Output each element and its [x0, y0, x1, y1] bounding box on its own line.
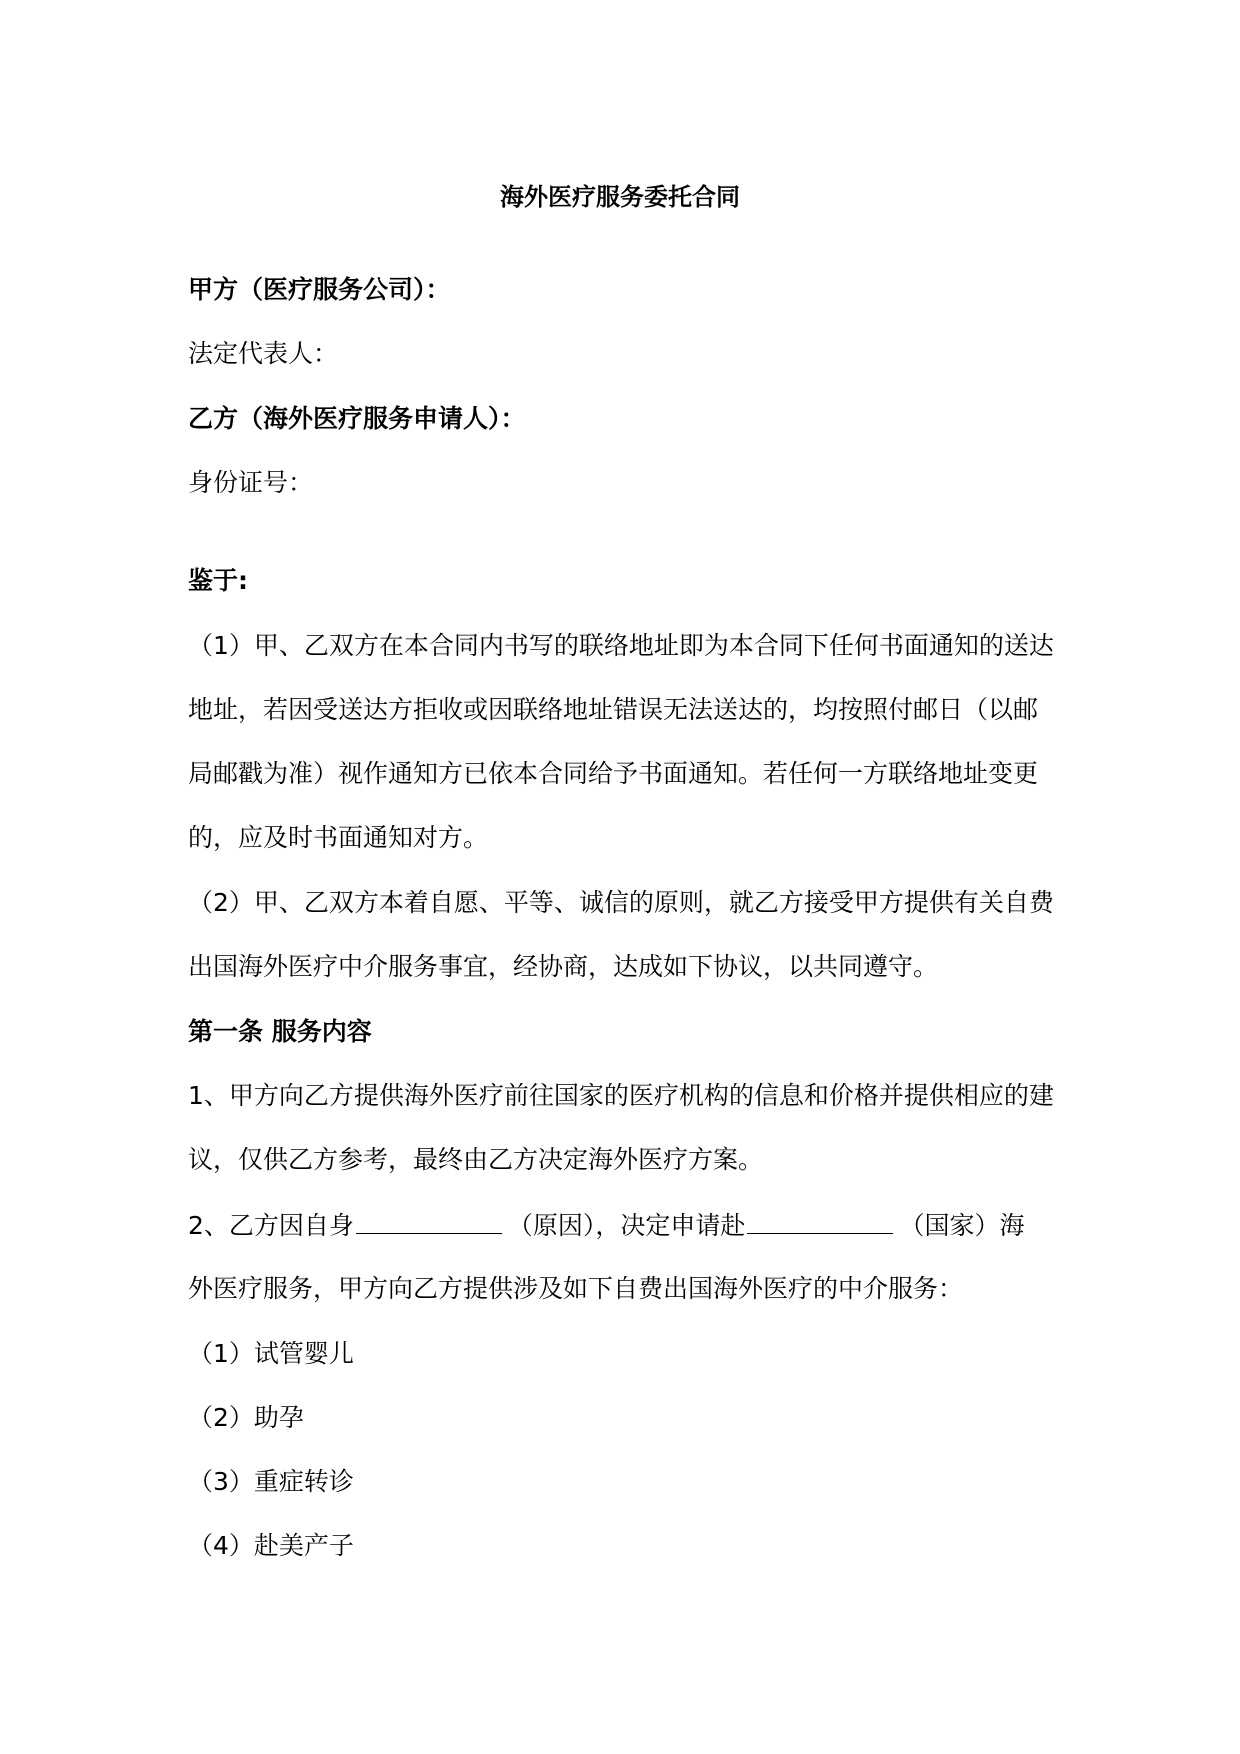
service-item: （1）试管婴儿	[188, 1339, 354, 1368]
whereas-para2-line: （2）甲、乙双方本着自愿、平等、诚信的原则，就乙方接受甲方提供有关自费	[188, 888, 1054, 917]
service-item: （3）重症转诊	[188, 1467, 354, 1496]
legal-representative-label: 法定代表人：	[188, 339, 339, 368]
article1-item1-line: 议，仅供乙方参考，最终由乙方决定海外医疗方案。	[188, 1145, 764, 1174]
item2-text-country-prefix: （原因），决定申请赴	[507, 1211, 746, 1240]
country-blank-field[interactable]	[747, 1207, 893, 1234]
id-number-label: 身份证号：	[188, 468, 314, 497]
article1-item1-line: 1、甲方向乙方提供海外医疗前往国家的医疗机构的信息和价格并提供相应的建	[188, 1081, 1054, 1110]
article1-item2-line1	[188, 1207, 1068, 1244]
whereas-para1-line: 地址，若因受送达方拒收或因联络地址错误无法送达的，均按照付邮日（以邮	[188, 695, 1039, 724]
article1-item2-line2: 外医疗服务，甲方向乙方提供涉及如下自费出国海外医疗的中介服务：	[188, 1274, 964, 1303]
item2-text-suffix: （国家）海	[899, 1211, 1025, 1240]
service-item: （4）赴美产子	[188, 1531, 354, 1560]
reason-blank-field[interactable]	[356, 1207, 502, 1234]
item2-text-reason-prefix: 2、乙方因自身	[188, 1211, 354, 1240]
party-b-label: 乙方（海外医疗服务申请人）：	[188, 404, 526, 433]
article1-heading: 第一条 服务内容	[188, 1017, 372, 1046]
whereas-para2-line: 出国海外医疗中介服务事宜，经协商，达成如下协议，以共同遵守。	[188, 952, 939, 981]
whereas-para1-line: 的，应及时书面通知对方。	[188, 823, 489, 852]
whereas-para1-line: （1）甲、乙双方在本合同内书写的联络地址即为本合同下任何书面通知的送达	[188, 631, 1054, 660]
whereas-para1-line: 局邮戳为准）视作通知方已依本合同给予书面通知。若任何一方联络地址变更	[188, 759, 1039, 788]
service-item: （2）助孕	[188, 1403, 304, 1432]
party-a-label: 甲方（医疗服务公司）：	[188, 275, 451, 304]
document-title: 海外医疗服务委托合同	[500, 183, 740, 211]
whereas-heading: 鉴于:	[188, 566, 248, 595]
